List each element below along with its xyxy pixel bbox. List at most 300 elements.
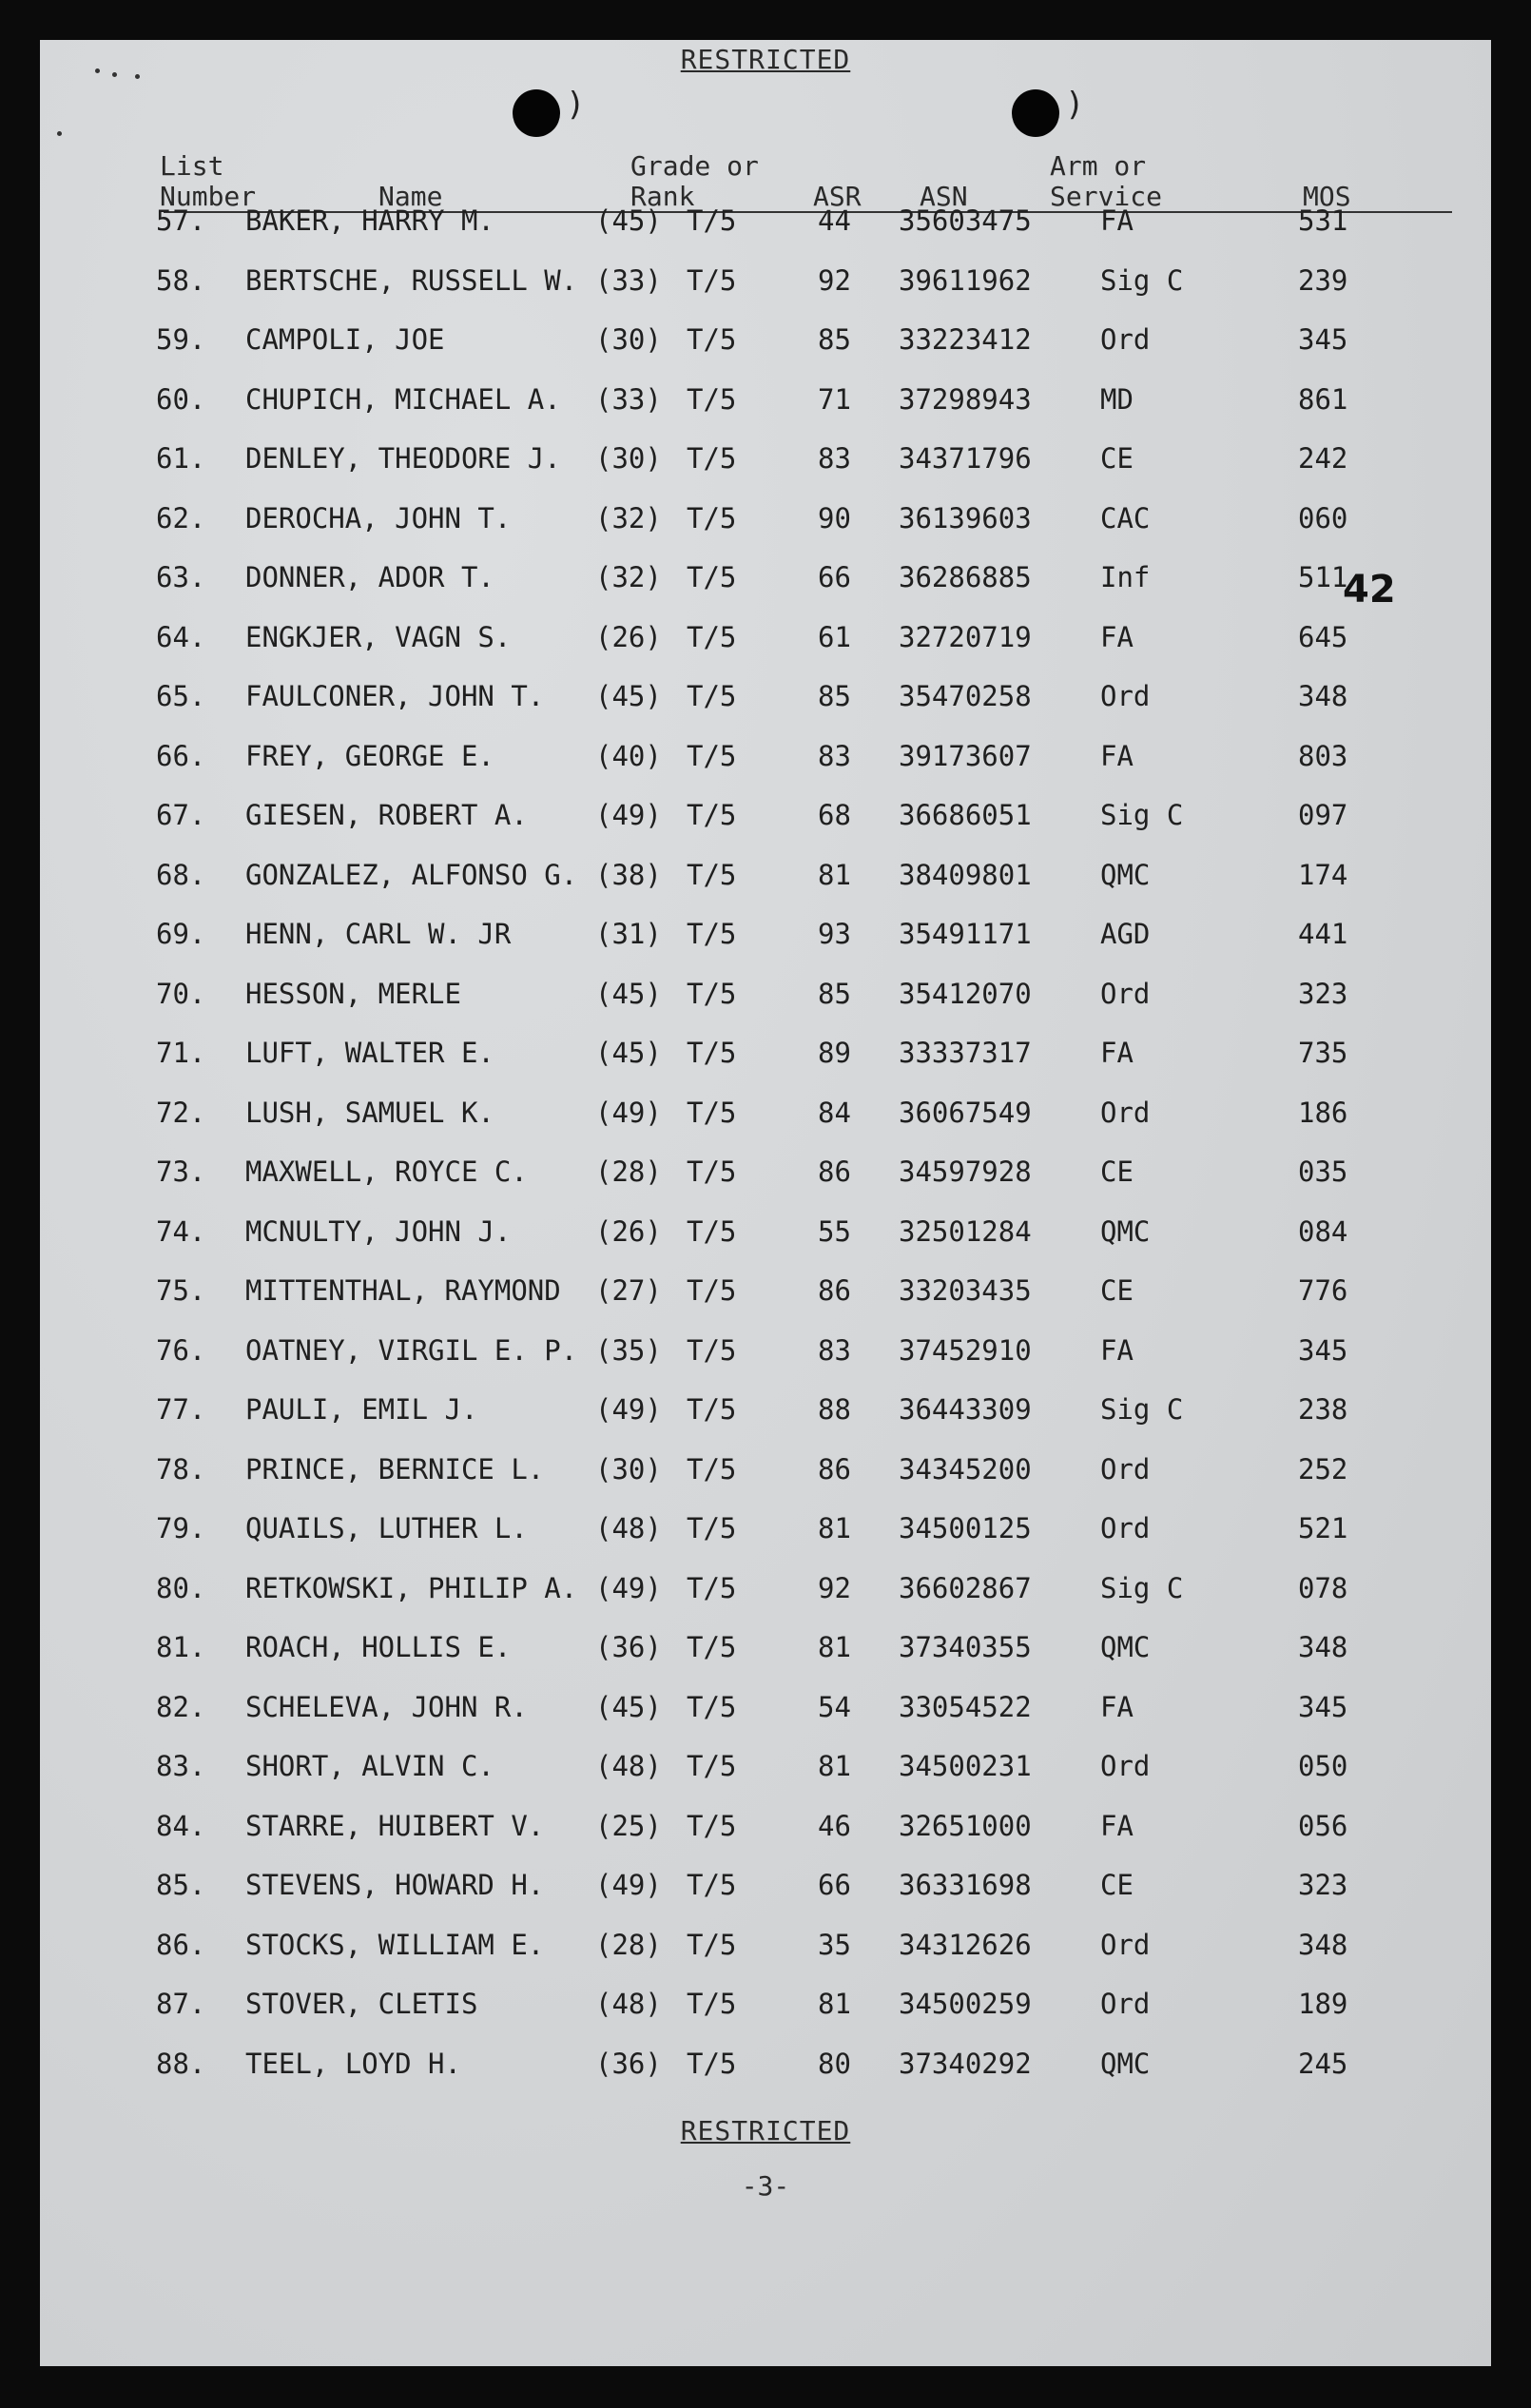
list-number: 76. [156, 1333, 206, 1367]
mos-code: 050 [1298, 1750, 1348, 1782]
list-number: 86. [156, 1928, 206, 1961]
table-row [40, 799, 1491, 859]
table-row [40, 1750, 1491, 1810]
soldier-name: RETKOWSKI, PHILIP A. [245, 1571, 578, 1604]
table-row [40, 978, 1491, 1038]
table-row [40, 264, 1491, 324]
grade: (31) [595, 918, 662, 950]
arm-service: FA [1100, 1809, 1134, 1842]
asr-score: 86 [818, 1155, 851, 1188]
table-row [40, 323, 1491, 383]
arm-service: QMC [1100, 2047, 1151, 2080]
arm-service: Inf [1100, 561, 1151, 593]
table-row [40, 204, 1491, 264]
rank: T/5 [687, 1037, 737, 1069]
grade: (45) [595, 204, 662, 237]
soldier-name: DEROCHA, JOHN T. [245, 501, 512, 534]
col-header-arm-service: Arm or Service [1050, 150, 1163, 212]
grade: (28) [595, 1928, 662, 1961]
asr-score: 89 [818, 1037, 851, 1069]
mos-code: 511 [1298, 561, 1348, 593]
table-row [40, 2048, 1491, 2107]
asr-score: 81 [818, 1988, 851, 2020]
table-row [40, 1810, 1491, 1870]
soldier-name: PAULI, EMIL J. [245, 1393, 478, 1426]
asn-number: 36286885 [899, 561, 1032, 593]
grade: (45) [595, 1037, 662, 1069]
soldier-name: SCHELEVA, JOHN R. [245, 1690, 528, 1723]
col-header-name: Name [378, 181, 443, 212]
soldier-name: FREY, GEORGE E. [245, 739, 494, 772]
asn-number: 32651000 [899, 1809, 1032, 1842]
table-row [40, 561, 1491, 621]
table-row [40, 1097, 1491, 1156]
list-number: 70. [156, 977, 206, 1010]
rank: T/5 [687, 680, 737, 712]
arm-service: Ord [1100, 323, 1151, 356]
rank: T/5 [687, 442, 737, 475]
rank: T/5 [687, 263, 737, 297]
arm-service: CE [1100, 1155, 1134, 1188]
grade: (48) [595, 1988, 662, 2020]
rank: T/5 [687, 1809, 737, 1842]
list-number: 66. [156, 739, 206, 772]
table-row [40, 502, 1491, 562]
asn-number: 35470258 [899, 680, 1032, 712]
list-number: 80. [156, 1571, 206, 1604]
rank: T/5 [687, 620, 737, 653]
arm-service: Ord [1100, 1928, 1151, 1961]
asn-number: 36602867 [899, 1571, 1032, 1604]
asr-score: 85 [818, 323, 851, 356]
grade: (45) [595, 680, 662, 712]
arm-service: Ord [1100, 680, 1151, 712]
soldier-name: SHORT, ALVIN C. [245, 1750, 494, 1782]
asr-score: 83 [818, 739, 851, 772]
soldier-name: MITTENTHAL, RAYMOND [245, 1274, 561, 1307]
asn-number: 39611962 [899, 263, 1032, 297]
grade: (27) [595, 1274, 662, 1307]
asr-score: 46 [818, 1809, 851, 1842]
arm-service: Sig C [1100, 1393, 1184, 1426]
arm-service: MD [1100, 382, 1134, 416]
list-number: 84. [156, 1809, 206, 1842]
table-row [40, 621, 1491, 681]
page-number: -3- [741, 2170, 790, 2202]
rank: T/5 [687, 1928, 737, 1961]
soldier-name: MCNULTY, JOHN J. [245, 1214, 512, 1248]
speck [57, 131, 62, 136]
rank: T/5 [687, 1214, 737, 1248]
mos-code: 174 [1298, 858, 1348, 891]
soldier-name: GONZALEZ, ALFONSO G. [245, 858, 578, 891]
rank: T/5 [687, 1869, 737, 1901]
asr-score: 44 [818, 204, 851, 237]
asn-number: 32501284 [899, 1214, 1032, 1248]
rank: T/5 [687, 1571, 737, 1604]
table-row [40, 740, 1491, 800]
list-number: 63. [156, 561, 206, 593]
punch-hole-right [1012, 89, 1059, 137]
asn-number: 36686051 [899, 799, 1032, 831]
rank: T/5 [687, 1393, 737, 1426]
list-number: 73. [156, 1155, 206, 1188]
col-header-mos: MOS [1303, 181, 1351, 212]
grade: (49) [595, 1869, 662, 1901]
asn-number: 34500259 [899, 1988, 1032, 2020]
arm-service: CE [1100, 442, 1134, 475]
mos-code: 323 [1298, 1869, 1348, 1901]
list-number: 57. [156, 204, 206, 237]
table-row [40, 383, 1491, 443]
asr-score: 92 [818, 1571, 851, 1604]
mos-code: 186 [1298, 1096, 1348, 1129]
grade: (36) [595, 1631, 662, 1663]
classification-header: RESTRICTED [680, 44, 851, 75]
soldier-name: DONNER, ADOR T. [245, 561, 494, 593]
mos-code: 531 [1298, 204, 1348, 237]
soldier-name: QUAILS, LUTHER L. [245, 1512, 528, 1544]
arm-service: Ord [1100, 1512, 1151, 1544]
margin-annotation: 42 [1343, 568, 1396, 612]
table-row [40, 1037, 1491, 1097]
list-number: 60. [156, 382, 206, 416]
grade: (35) [595, 1333, 662, 1367]
asr-score: 86 [818, 1274, 851, 1307]
list-number: 71. [156, 1037, 206, 1069]
grade: (49) [595, 1393, 662, 1426]
asn-number: 34597928 [899, 1155, 1032, 1188]
table-row [40, 1631, 1491, 1691]
mos-code: 323 [1298, 977, 1348, 1010]
asr-score: 85 [818, 680, 851, 712]
list-number: 69. [156, 918, 206, 950]
rank: T/5 [687, 323, 737, 356]
mos-code: 078 [1298, 1571, 1348, 1604]
mos-code: 776 [1298, 1274, 1348, 1307]
grade: (30) [595, 442, 662, 475]
asn-number: 36139603 [899, 501, 1032, 534]
mos-code: 084 [1298, 1214, 1348, 1248]
arm-service: FA [1100, 1690, 1134, 1723]
table-row [40, 1155, 1491, 1215]
col-header-list-number: List Number [160, 150, 257, 212]
soldier-name: STARRE, HUIBERT V. [245, 1809, 545, 1842]
list-number: 77. [156, 1393, 206, 1426]
asn-number: 38409801 [899, 858, 1032, 891]
grade: (45) [595, 977, 662, 1010]
asr-score: 90 [818, 501, 851, 534]
arm-service: FA [1100, 620, 1134, 653]
arm-service: Ord [1100, 1988, 1151, 2020]
list-number: 74. [156, 1214, 206, 1248]
soldier-name: ROACH, HOLLIS E. [245, 1631, 512, 1663]
rank: T/5 [687, 1333, 737, 1367]
soldier-name: OATNEY, VIRGIL E. P. [245, 1333, 578, 1367]
mos-code: 239 [1298, 263, 1348, 297]
soldier-name: HENN, CARL W. JR [245, 918, 512, 950]
asr-score: 66 [818, 1869, 851, 1901]
mos-code: 521 [1298, 1512, 1348, 1544]
asn-number: 36443309 [899, 1393, 1032, 1426]
asr-score: 83 [818, 442, 851, 475]
list-number: 87. [156, 1988, 206, 2020]
table-row [40, 1215, 1491, 1275]
asr-score: 68 [818, 799, 851, 831]
soldier-name: STOCKS, WILLIAM E. [245, 1928, 545, 1961]
arm-service: Ord [1100, 977, 1151, 1010]
soldier-name: FAULCONER, JOHN T. [245, 680, 545, 712]
arm-service: FA [1100, 739, 1134, 772]
col-header-asn: ASN [920, 181, 968, 212]
list-number: 75. [156, 1274, 206, 1307]
mos-code: 189 [1298, 1988, 1348, 2020]
table-row [40, 859, 1491, 919]
rank: T/5 [687, 382, 737, 416]
soldier-name: LUSH, SAMUEL K. [245, 1096, 494, 1129]
list-number: 82. [156, 1690, 206, 1723]
asr-score: 61 [818, 620, 851, 653]
grade: (38) [595, 858, 662, 891]
arm-service: Ord [1100, 1096, 1151, 1129]
table-row [40, 1929, 1491, 1989]
rank: T/5 [687, 1631, 737, 1663]
speck [135, 74, 140, 79]
asr-score: 93 [818, 918, 851, 950]
grade: (26) [595, 1214, 662, 1248]
asn-number: 32720719 [899, 620, 1032, 653]
mos-code: 035 [1298, 1155, 1348, 1188]
asr-score: 81 [818, 858, 851, 891]
table-row [40, 442, 1491, 502]
arm-service: QMC [1100, 858, 1151, 891]
table-row [40, 1691, 1491, 1751]
grade: (30) [595, 323, 662, 356]
grade: (49) [595, 1571, 662, 1604]
list-number: 59. [156, 323, 206, 356]
arm-service: QMC [1100, 1214, 1151, 1248]
asr-score: 54 [818, 1690, 851, 1723]
asn-number: 37452910 [899, 1333, 1032, 1367]
soldier-name: CAMPOLI, JOE [245, 323, 445, 356]
asn-number: 34345200 [899, 1452, 1032, 1486]
soldier-name: GIESEN, ROBERT A. [245, 799, 528, 831]
classification-footer: RESTRICTED [680, 2115, 851, 2146]
soldier-name: BERTSCHE, RUSSELL W. [245, 263, 578, 297]
rank: T/5 [687, 858, 737, 891]
mos-code: 245 [1298, 2047, 1348, 2080]
table-row [40, 1572, 1491, 1632]
soldier-name: CHUPICH, MICHAEL A. [245, 382, 561, 416]
mos-code: 252 [1298, 1452, 1348, 1486]
mos-code: 238 [1298, 1393, 1348, 1426]
grade: (48) [595, 1512, 662, 1544]
soldier-name: PRINCE, BERNICE L. [245, 1452, 545, 1486]
mos-code: 060 [1298, 501, 1348, 534]
grade: (49) [595, 799, 662, 831]
col-header-grade-rank: Grade or Rank [630, 150, 759, 212]
asn-number: 37298943 [899, 382, 1032, 416]
table-row [40, 680, 1491, 740]
mos-code: 242 [1298, 442, 1348, 475]
table-row [40, 1334, 1491, 1394]
arm-service: Ord [1100, 1750, 1151, 1782]
list-number: 65. [156, 680, 206, 712]
asn-number: 36331698 [899, 1869, 1032, 1901]
punch-hole-mark: ) [1065, 86, 1085, 124]
grade: (25) [595, 1809, 662, 1842]
arm-service: Sig C [1100, 263, 1184, 297]
rank: T/5 [687, 1096, 737, 1129]
grade: (33) [595, 263, 662, 297]
soldier-name: DENLEY, THEODORE J. [245, 442, 561, 475]
list-number: 68. [156, 858, 206, 891]
mos-code: 348 [1298, 1631, 1348, 1663]
rank: T/5 [687, 799, 737, 831]
asn-number: 35603475 [899, 204, 1032, 237]
mos-code: 348 [1298, 680, 1348, 712]
asn-number: 35491171 [899, 918, 1032, 950]
mos-code: 345 [1298, 323, 1348, 356]
asr-score: 92 [818, 263, 851, 297]
rank: T/5 [687, 1750, 737, 1782]
mos-code: 861 [1298, 382, 1348, 416]
arm-service: Sig C [1100, 799, 1184, 831]
table-row [40, 1393, 1491, 1453]
list-number: 61. [156, 442, 206, 475]
arm-service: FA [1100, 1037, 1134, 1069]
grade: (28) [595, 1155, 662, 1188]
asr-score: 83 [818, 1333, 851, 1367]
rank: T/5 [687, 204, 737, 237]
table-row [40, 1869, 1491, 1929]
soldier-name: TEEL, LOYD H. [245, 2047, 461, 2080]
asn-number: 39173607 [899, 739, 1032, 772]
grade: (33) [595, 382, 662, 416]
soldier-name: MAXWELL, ROYCE C. [245, 1155, 528, 1188]
asn-number: 34312626 [899, 1928, 1032, 1961]
table-row [40, 1453, 1491, 1513]
grade: (49) [595, 1096, 662, 1129]
rank: T/5 [687, 918, 737, 950]
grade: (40) [595, 739, 662, 772]
asr-score: 81 [818, 1750, 851, 1782]
asr-score: 55 [818, 1214, 851, 1248]
soldier-name: BAKER, HARRY M. [245, 204, 494, 237]
grade: (32) [595, 561, 662, 593]
arm-service: QMC [1100, 1631, 1151, 1663]
asn-number: 33223412 [899, 323, 1032, 356]
list-number: 78. [156, 1452, 206, 1486]
asn-number: 37340292 [899, 2047, 1032, 2080]
rank: T/5 [687, 739, 737, 772]
soldier-name: STEVENS, HOWARD H. [245, 1869, 545, 1901]
list-number: 83. [156, 1750, 206, 1782]
asr-score: 35 [818, 1928, 851, 1961]
rank: T/5 [687, 1452, 737, 1486]
soldier-name: STOVER, CLETIS [245, 1988, 478, 2020]
document-page [40, 40, 1491, 2366]
grade: (30) [595, 1452, 662, 1486]
asn-number: 36067549 [899, 1096, 1032, 1129]
mos-code: 803 [1298, 739, 1348, 772]
arm-service: FA [1100, 1333, 1134, 1367]
asr-score: 71 [818, 382, 851, 416]
asr-score: 85 [818, 977, 851, 1010]
table-row [40, 918, 1491, 978]
asn-number: 35412070 [899, 977, 1032, 1010]
asr-score: 80 [818, 2047, 851, 2080]
speck [112, 72, 117, 77]
list-number: 64. [156, 620, 206, 653]
arm-service: CE [1100, 1869, 1134, 1901]
asn-number: 33054522 [899, 1690, 1032, 1723]
arm-service: CE [1100, 1274, 1134, 1307]
mos-code: 441 [1298, 918, 1348, 950]
rank: T/5 [687, 1155, 737, 1188]
speck [95, 68, 100, 73]
list-number: 81. [156, 1631, 206, 1663]
mos-code: 645 [1298, 620, 1348, 653]
arm-service: CAC [1100, 501, 1151, 534]
grade: (32) [595, 501, 662, 534]
asn-number: 34371796 [899, 442, 1032, 475]
asr-score: 81 [818, 1512, 851, 1544]
table-row [40, 1274, 1491, 1334]
col-header-asr: ASR [813, 181, 862, 212]
mos-code: 056 [1298, 1809, 1348, 1842]
asn-number: 34500231 [899, 1750, 1032, 1782]
arm-service: AGD [1100, 918, 1151, 950]
rank: T/5 [687, 1988, 737, 2020]
asr-score: 86 [818, 1452, 851, 1486]
list-number: 62. [156, 501, 206, 534]
rank: T/5 [687, 1512, 737, 1544]
mos-code: 097 [1298, 799, 1348, 831]
mos-code: 735 [1298, 1037, 1348, 1069]
list-number: 79. [156, 1512, 206, 1544]
list-number: 58. [156, 263, 206, 297]
roster-table [40, 204, 1491, 2107]
list-number: 67. [156, 799, 206, 831]
grade: (26) [595, 620, 662, 653]
mos-code: 348 [1298, 1928, 1348, 1961]
rank: T/5 [687, 977, 737, 1010]
list-number: 72. [156, 1096, 206, 1129]
rank: T/5 [687, 1274, 737, 1307]
asn-number: 33203435 [899, 1274, 1032, 1307]
asr-score: 88 [818, 1393, 851, 1426]
rank: T/5 [687, 2047, 737, 2080]
asn-number: 33337317 [899, 1037, 1032, 1069]
mos-code: 345 [1298, 1690, 1348, 1723]
grade: (48) [595, 1750, 662, 1782]
arm-service: Ord [1100, 1452, 1151, 1486]
punch-hole-mark: ) [566, 86, 586, 124]
asn-number: 34500125 [899, 1512, 1032, 1544]
arm-service: FA [1100, 204, 1134, 237]
arm-service: Sig C [1100, 1571, 1184, 1604]
grade: (36) [595, 2047, 662, 2080]
grade: (45) [595, 1690, 662, 1723]
punch-hole-left [513, 89, 560, 137]
soldier-name: LUFT, WALTER E. [245, 1037, 494, 1069]
table-row [40, 1988, 1491, 2048]
asr-score: 66 [818, 561, 851, 593]
list-number: 88. [156, 2047, 206, 2080]
soldier-name: ENGKJER, VAGN S. [245, 620, 512, 653]
asr-score: 81 [818, 1631, 851, 1663]
